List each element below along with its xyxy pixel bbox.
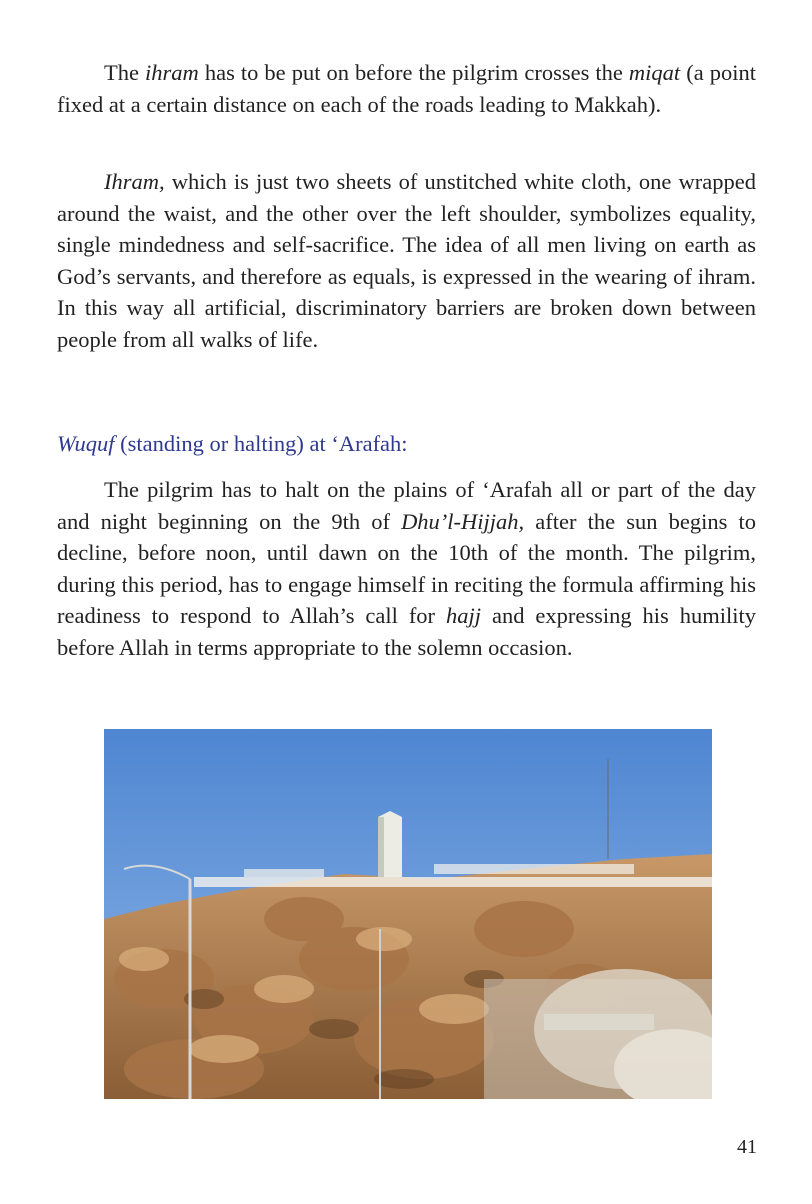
photo-illustration: [104, 729, 712, 1099]
text-run: has to be put on before the pilgrim crosses the: [198, 60, 629, 85]
heading-text: (standing or halting) at ‘Arafah:: [114, 431, 408, 456]
pilgrim-crowd: [484, 969, 712, 1099]
text-run: and expressing his humility before Allah in terms appropriate to the solemn occasion.: [57, 603, 757, 660]
term-miqat: miqat: [628, 60, 681, 85]
text-run: (a point fixed at a certain distance on each of the roads leading to Makkah).: [57, 60, 757, 117]
text-run: which is just two sheets of unstitched white cloth, one wrapped around the waist, and the other over the left shoulder, symbolizes equality, single mindedness and self-sacrifice. The idea of all men living on earth as God’s servants, and therefore as equals, is expressed in the wearing of ihram. In this way all artificial, discriminatory barriers are broken down between people from all walks of life.: [57, 169, 756, 352]
term-ihram: Ihram,: [104, 169, 165, 194]
section-heading-wuquf: [57, 428, 408, 460]
photo-mount-arafah: [104, 729, 712, 1099]
page-number: 41: [737, 1136, 757, 1158]
term-hajj: hajj: [446, 603, 482, 628]
text-run: The pilgrim has to halt on the plains of ‘Arafah all or part of the day and night beginning on the 9th of: [57, 477, 756, 534]
text-run: The: [104, 60, 146, 85]
paragraph-arafah: [57, 474, 756, 663]
paragraph-ihram-meaning: [57, 166, 756, 355]
term-ihram: ihram: [145, 60, 199, 85]
paragraph-ihram-miqat: [57, 57, 756, 120]
low-wall: [544, 1014, 654, 1030]
term-dhul-hijjah: Dhu’l-Hijjah,: [401, 508, 525, 534]
term-wuquf: Wuquf: [57, 431, 115, 456]
text-run: after the sun begins to decline, before noon, until dawn on the 10th of the month. The pilgrim, during this period, has to engage himself in reciting the formula affirming his readiness to respond to Allah’s call for: [57, 508, 756, 628]
